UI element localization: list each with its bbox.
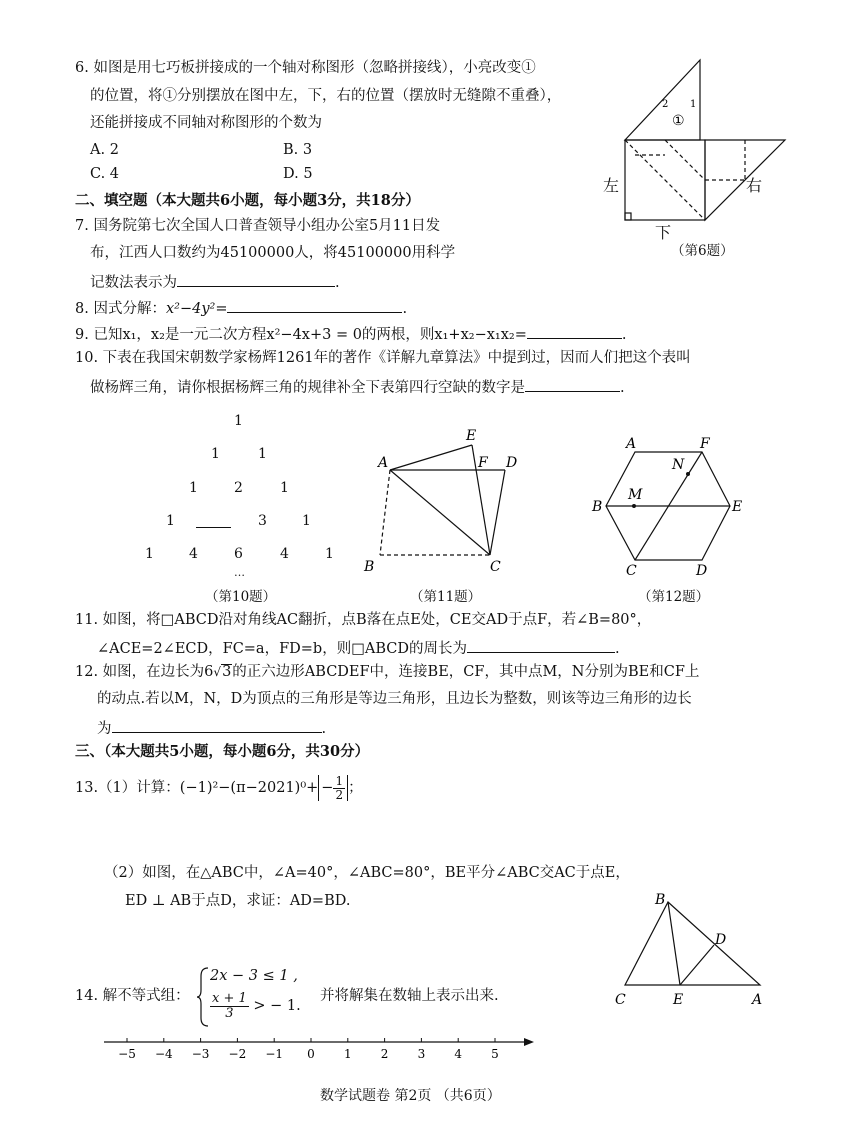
yh-r1-c0: 1 [211,446,220,462]
q10-caption: （第10题） [205,589,277,605]
q6-caption: （第6题） [671,243,734,259]
q7-end: . [335,275,340,291]
q12-label-C: C [626,563,637,579]
q11-label-B: B [364,559,375,575]
q6-fig-left-label: 左 [603,176,620,195]
q8-expr: x²−4y²= [165,301,228,317]
q9-end: . [621,327,627,343]
q11-label-A: A [378,455,389,471]
q12-label-E: E [732,499,743,515]
q10-end: . [620,380,625,396]
q14-fraction [210,992,249,1020]
q12-label-D: D [696,563,708,579]
yh-r2-c0: 1 [189,480,198,496]
q14-number-line[interactable] [100,1034,540,1064]
q9-line [75,324,626,344]
yh-r4-c3: 4 [280,546,289,562]
q12-label-B: B [592,499,603,515]
q8-line [75,298,407,318]
q14-label: 14. 解不等式组： [75,988,190,1004]
q11-line1: 11. 如图，将□ABCD沿对角线AC翻折，点B落在点E处，CE交AD于点F，若∠B=80°， [75,612,652,628]
q7-line3 [90,272,340,292]
q12-line3 [97,718,326,738]
q13-label-E: E [673,992,684,1008]
q7-line2: 布，江西人口数约为45100000人，将45100000用科学 [90,245,456,261]
q12-hexagon-figure [590,430,755,580]
q12-radicand: 3 [222,664,232,680]
yh-r3-c2: 3 [258,513,267,529]
q12-line2: 的动点.若以M，N，D为顶点的三角形是等边三角形，且边长为整数，则该等边三角形的边长 [97,691,692,707]
q11-label-E: E [466,428,477,444]
number-line-label: 2 [380,1047,389,1061]
q6-option-a: A. 2 [90,142,119,158]
q6-line2: 的位置，将①分别摆放在图中左，下，右的位置（摆放时无缝隙不重叠）， [90,88,562,104]
number-line-label: −2 [228,1047,247,1061]
q13-triangle-figure [610,890,770,1015]
number-line-label: −1 [265,1047,284,1061]
q9-text: 9. 已知x₁，x₂是一元二次方程x²−4x+3 = 0的两根，则x₁+x₂−x₁x₂= [75,327,527,343]
q14-frac-den: 3 [225,1005,234,1021]
q13-label-B: B [655,892,666,908]
q13-label-C: C [615,992,626,1008]
q12-label-F: F [700,436,710,452]
q12-line1: 12. 如图，在边长为6√3的正六边形ABCDEF中，连接BE，CF，其中点M，N分别为BE和CF上 [75,664,700,680]
q7-answer-blank[interactable] [177,272,335,287]
q12-line1b: 的正六边形ABCDEF中，连接BE，CF，其中点M，N分别为BE和CF上 [232,664,700,680]
q7-line3-text: 记数法表示为 [90,275,177,291]
q14-ineq2-tail: > − 1. [253,998,301,1015]
q14-ineq2 [210,992,301,1020]
q12-end: . [321,721,327,737]
q13-part1 [75,775,363,801]
number-line-label: 3 [417,1047,426,1061]
yh-r4-c1: 4 [189,546,198,562]
q6-fig-down-label: 下 [655,223,672,242]
q13-semicolon: ； [348,780,363,797]
q6-option-c: C. 4 [90,166,120,182]
q10-answer-blank[interactable] [525,377,620,392]
number-line-label: 4 [454,1047,463,1061]
q13-label-D: D [715,932,727,948]
q11-caption: （第11题） [410,589,482,605]
q11-figure [360,425,535,585]
q12-point-M [632,504,636,508]
number-line-label: −5 [118,1047,136,1061]
q11-line2-text: ∠ACE=2∠ECD，FC=a，FD=b，则□ABCD的周长为 [97,641,468,657]
q12-line3-text: 为 [97,721,112,737]
q13-part1-text: 13.（1）计算：(−1)²−(π−2021)⁰+ [75,780,319,797]
yh-r0-c0: 1 [234,413,243,429]
q11-answer-blank[interactable] [467,638,615,653]
q7-line1: 7. 国务院第七次全国人口普查领导小组办公室5月11日发 [75,218,441,234]
q13-label-A: A [752,992,763,1008]
q13-frac-num: 1 [335,774,344,788]
section3-heading: 三、（本大题共5小题，每小题6分，共30分） [75,743,370,760]
q11-label-D: D [506,455,518,471]
number-line-label: −3 [191,1047,210,1061]
q12-label-N: N [672,457,685,473]
q12-coef: 6 [204,664,214,680]
section2-heading: 二、填空题（本大题共6小题，每小题3分，共18分） [75,192,420,209]
q13-fraction [333,775,345,801]
q13-frac-den: 2 [335,787,344,802]
q6-tangram-figure [600,55,800,255]
q13-part2-line2: ED ⊥ AB于点D，求证：AD=BD. [125,893,351,909]
q11-label-C: C [490,559,501,575]
q6-fig-circle-label: ① [672,113,685,129]
q6-fig-right-label: 右 [746,176,763,195]
q12-line1a: 12. 如图，在边长为 [75,664,205,680]
number-line-label: 5 [491,1047,499,1061]
number-line-label: 1 [343,1047,352,1061]
q6-fig-one-label: 1 [690,99,697,110]
q6-option-b: B. 3 [283,142,313,158]
q11-line2 [97,638,620,658]
q13-abs [318,775,348,801]
yh-r4-c0: 1 [145,546,154,562]
number-line-label: −4 [154,1047,173,1061]
q14-brace [196,966,210,1028]
yh-r2-c2: 1 [280,480,289,496]
q6-option-d: D. 5 [283,166,313,182]
q6-fig-sqrt2-label: 2 [662,99,669,110]
yh-r1-c1: 1 [258,446,267,462]
q13-minus: − [321,780,334,797]
yh-r4-c2: 6 [234,546,243,562]
q8-text: 8. 因式分解： [75,301,166,317]
q12-label-M: M [628,487,643,503]
page-footer: 数学试题卷 第2页 （共6页） [320,1088,501,1104]
q12-answer-blank[interactable] [112,718,322,733]
q12-caption: （第12题） [638,589,710,605]
q13-part2-line1: （2）如图，在△ABC中，∠A=40°，∠ABC=80°，BE平分∠ABC交AC于点E， [104,865,630,881]
q14-ineq1: 2x − 3 ≤ 1 , [210,968,298,984]
q8-answer-blank[interactable] [227,298,402,313]
q14-tail: 并将解集在数轴上表示出来. [320,988,499,1004]
q10-line2-text: 做杨辉三角，请你根据杨辉三角的规律补全下表第四行空缺的数字是 [90,380,525,396]
q14-frac-num: x + 1 [212,991,247,1006]
q11-label-F: F [478,455,488,471]
q6-line1: 6. 如图是用七巧板拼接成的一个轴对称图形（忽略拼接线），小亮改变① [75,60,536,76]
q11-end: . [615,641,620,657]
q10-line1: 10. 下表在我国宋朝数学家杨辉1261年的著作《详解九章算法》中提到过，因而人们把这个表叫 [75,350,691,366]
q12-label-A: A [626,436,637,452]
q12-point-N [686,472,690,476]
q8-end: . [402,301,408,317]
yh-r3-c0: 1 [166,513,175,529]
q9-answer-blank[interactable] [527,324,622,339]
yh-r3-blank[interactable] [196,513,231,528]
yh-r3-c3: 1 [302,513,311,529]
number-line-label: 0 [307,1047,315,1061]
number-line-arrow [524,1038,534,1046]
q6-line3: 还能拼接成不同轴对称图形的个数为 [90,115,322,131]
yh-dots: … [234,566,245,579]
q10-line2 [90,377,625,397]
yh-r4-c4: 1 [325,546,334,562]
yh-r2-c1: 2 [234,480,243,496]
